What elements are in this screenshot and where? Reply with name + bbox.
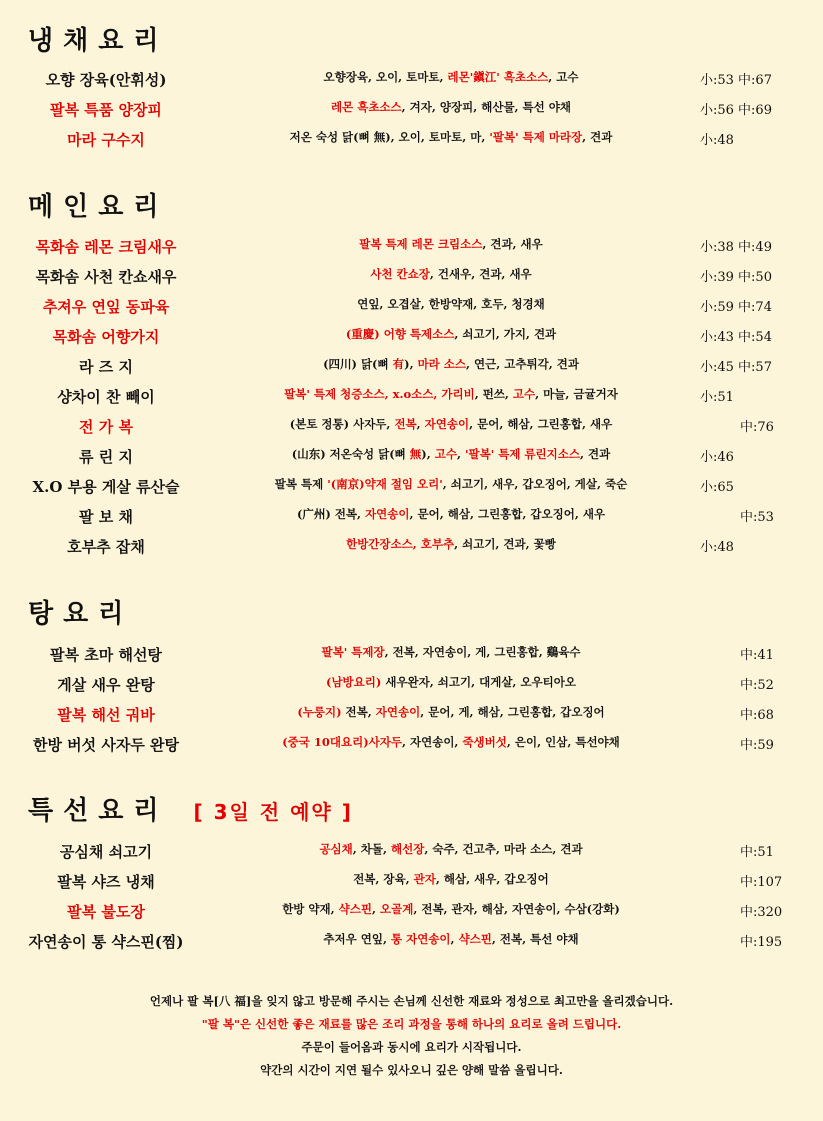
description-segment: 사천 칸쇼장 (370, 267, 430, 281)
description-segment: (중국 10대요리)사자두 (282, 735, 402, 749)
menu-item-price: 小:43 中:54 (700, 330, 772, 345)
description-segment: , (450, 932, 459, 946)
description-segment: 有 (392, 357, 405, 371)
menu-item-name: 추져우 연잎 동파육 (42, 298, 170, 316)
description-segment: ), (421, 447, 435, 461)
menu-item-description (222, 129, 680, 145)
description-segment: 공심채 (319, 842, 353, 856)
menu-item (0, 931, 823, 953)
description-segment: , 자연송이, (401, 735, 463, 749)
description-segment: (山东) 저온숙성 닭(뼈 (291, 447, 410, 461)
menu-item (0, 536, 823, 558)
menu-item (0, 356, 823, 378)
menu-item-price: 小:45 中:57 (700, 360, 772, 375)
description-segment: , 문어, 게, 해삼, 그린홍합, 갑오징어 (420, 705, 605, 719)
menu-item-description (222, 841, 680, 857)
menu-item-price: 小:51 (700, 390, 734, 405)
menu-item-description (222, 704, 680, 720)
menu-item-name: 오향 장육(안휘성) (45, 71, 167, 89)
menu-item (0, 129, 823, 151)
menu-item-name: 게살 새우 완탕 (57, 676, 155, 694)
menu-item-description (222, 296, 680, 312)
menu-item-description (222, 644, 680, 660)
description-segment: 고수 (434, 447, 457, 461)
menu-item (0, 416, 823, 438)
reservation-note: [ 3일 전 예약 ] (193, 800, 353, 824)
menu-item-name: 목화솜 레몬 크림새우 (35, 238, 177, 256)
menu-item-name: 팔 보 채 (79, 508, 133, 526)
menu-item-description (222, 386, 680, 402)
menu-item-description (222, 901, 680, 917)
menu-item-name: 목화솜 사천 칸쇼새우 (35, 268, 177, 286)
footer-line-4: 약간의 시간이 지연 될수 있사오니 깊은 양해 말씀 올립니다. (260, 1063, 563, 1077)
description-segment: 샥스핀 (458, 932, 492, 946)
description-segment: 한방 약재, (282, 902, 339, 916)
menu-item-description (222, 674, 680, 690)
menu-item-description (222, 446, 680, 462)
description-segment: 팔복' 특제 청증소스, x.o소스, 가리비 (284, 387, 475, 401)
menu-item-name: 자연송이 통 샥스핀(찜) (28, 933, 184, 951)
menu-item (0, 901, 823, 923)
section-title-cold (28, 20, 168, 57)
menu-item-description (222, 476, 680, 492)
footer-line-2: "팔 복"은 신선한 좋은 재료를 많은 조리 과정을 통해 하나의 요리로 올려 드립니다. (201, 1017, 622, 1031)
description-segment: , 건새우, 견과, 새우 (429, 267, 532, 281)
section-title-soup-label: 탕요리 (28, 599, 134, 629)
footer-line-1: 언제나 팔 복[八 福]을 잊지 않고 방문해 주시는 손님께 신선한 재료와 정성으로 최고만을 올리겠습니다. (149, 994, 674, 1008)
description-segment: , 견과, 새우 (482, 237, 543, 251)
menu-item-price: 中:59 (740, 738, 774, 753)
menu-item-price: 中:195 (740, 935, 783, 950)
description-segment: '(南京)약재 절임 오리' (327, 477, 443, 491)
description-segment: 팔복 특제 레몬 크림소스 (359, 237, 483, 251)
description-segment: 오골계 (380, 902, 414, 916)
menu-item-name: 한방 버섯 사자두 완탕 (32, 736, 180, 754)
description-segment: 마라 소스 (417, 357, 467, 371)
description-segment: 오향장육, 오이, 토마토, (323, 70, 448, 84)
description-segment: , 펀쓰, (474, 387, 513, 401)
menu-item-price: 中:107 (740, 875, 783, 890)
description-segment: , 숙주, 건고추, 마라 소스, 견과 (424, 842, 583, 856)
menu-item-description (222, 236, 680, 252)
description-segment: , 전복, 자연송이, 게, 그린홍합, 鷄육수 (384, 645, 581, 659)
menu-item-name: 전 가 복 (79, 418, 133, 436)
description-segment: 한방간장소스, 호부추 (346, 537, 455, 551)
menu-item-description (222, 356, 680, 372)
description-segment: , 마늘, 금귤거자 (535, 387, 618, 401)
description-segment: 전복, (341, 705, 376, 719)
section-title-special (28, 790, 353, 827)
description-segment: 전복 (394, 417, 417, 431)
menu-item (0, 69, 823, 91)
menu-item-price: 小:59 中:74 (700, 300, 772, 315)
menu-item-price: 中:68 (740, 708, 774, 723)
menu-item-price: 中:51 (740, 845, 774, 860)
menu-item (0, 446, 823, 468)
description-segment: 레몬 흑초소스 (330, 100, 402, 114)
description-segment: 無 (409, 447, 422, 461)
menu-item-price: 中:76 (740, 420, 774, 435)
description-segment: 죽생버섯 (462, 735, 507, 749)
menu-item-name: 팔복 초마 해선탕 (50, 646, 162, 664)
description-segment: 자연송이 (424, 417, 470, 431)
description-segment: (본토 정통) 사자두, (289, 417, 395, 431)
description-segment: 해선장 (391, 842, 425, 856)
menu-item (0, 841, 823, 863)
section-title-main (28, 186, 168, 223)
menu-item-name: 류 린 지 (79, 448, 133, 466)
menu-item-name: 라 즈 지 (79, 358, 133, 376)
menu-item (0, 704, 823, 726)
menu-item-price: 小:46 (700, 450, 734, 465)
menu-item-price: 小:53 中:67 (700, 73, 772, 88)
description-segment: 연잎, 오겹살, 한방약재, 호두, 청경채 (357, 297, 545, 311)
description-segment: 팔복 특제 (274, 477, 328, 491)
description-segment: (四川) 닭(뼈 (323, 357, 393, 371)
menu-item-description (222, 99, 680, 115)
section-title-soup (28, 593, 133, 630)
menu-item-price: 中:53 (740, 510, 774, 525)
menu-item-description (222, 506, 680, 522)
menu-item-description (222, 416, 680, 432)
description-segment: 샥스핀 (338, 902, 372, 916)
description-segment: 추저우 연잎, (323, 932, 391, 946)
menu-item (0, 506, 823, 528)
menu-item-name: 호부추 잡채 (67, 538, 145, 556)
menu-item-price: 小:39 中:50 (700, 270, 772, 285)
description-segment: , 쇠고기, 견과, 꽃빵 (454, 537, 556, 551)
description-segment: , 견과 (579, 447, 611, 461)
menu-item-name: 샹차이 찬 빼이 (57, 388, 155, 406)
description-segment: 자연송이 (375, 705, 421, 719)
section-title-main-label: 메인요리 (28, 192, 169, 222)
menu-item-price: 小:48 (700, 540, 734, 555)
menu-item-name: 팔복 샤즈 냉채 (57, 873, 155, 891)
menu-item (0, 266, 823, 288)
description-segment: , 쇠고기, 새우, 갑오징어, 게살, 죽순 (442, 477, 628, 491)
menu-item-name: 팔복 불도장 (67, 903, 145, 921)
section-title-special-label: 특선요리 (28, 796, 169, 826)
menu-item (0, 236, 823, 258)
menu-item-name: X.O 부용 게살 류산슬 (32, 478, 180, 496)
menu-item (0, 326, 823, 348)
description-segment: 팔복' 특제장 (321, 645, 385, 659)
description-segment: 레몬'鎭江' 흑초소스 (447, 70, 549, 84)
menu-item (0, 734, 823, 756)
description-segment: , 문어, 해삼, 그린홍합, 갑오징어, 새우 (409, 507, 606, 521)
description-segment: , 겨자, 양장피, 해산물, 특선 야채 (401, 100, 571, 114)
description-segment: 관자 (413, 872, 436, 886)
menu-item-price: 中:41 (740, 648, 774, 663)
description-segment: , 고수 (548, 70, 579, 84)
menu-item (0, 476, 823, 498)
description-segment: '팔복' 특제 류린지소스 (464, 447, 580, 461)
menu-item (0, 644, 823, 666)
menu-item-price: 小:48 (700, 133, 734, 148)
description-segment: (广州) 전복, (296, 507, 366, 521)
menu-item-description (222, 871, 680, 887)
menu-item-price: 小:65 (700, 480, 734, 495)
menu-item (0, 99, 823, 121)
menu-item (0, 674, 823, 696)
menu-item-description (222, 734, 680, 750)
menu-item-description (222, 69, 680, 85)
description-segment: 고수 (512, 387, 536, 401)
menu-item-price: 中:320 (740, 905, 783, 920)
menu-item (0, 386, 823, 408)
menu-item (0, 296, 823, 318)
menu-item-description (222, 931, 680, 947)
description-segment: 새우완자, 쇠고기, 대게살, 오우티아오 (381, 675, 576, 689)
menu-item-price: 中:52 (740, 678, 774, 693)
menu-item-price: 小:38 中:49 (700, 240, 772, 255)
description-segment: , 문어, 해삼, 그린홍합, 새우 (469, 417, 613, 431)
menu-item-description (222, 266, 680, 282)
description-segment: , 해삼, 새우, 갑오징어 (435, 872, 549, 886)
description-segment: 통 자연송이 (390, 932, 451, 946)
description-segment: , 은이, 인삼, 특선야채 (506, 735, 620, 749)
menu-item-description (222, 326, 680, 342)
description-segment: , 전복, 특선 야채 (491, 932, 579, 946)
description-segment: ), (404, 357, 418, 371)
description-segment: 저온 숙성 닭(뼈 無), 오이, 토마토, 마, (289, 130, 490, 144)
menu-item-name: 공심채 쇠고기 (59, 843, 153, 861)
menu-item (0, 871, 823, 893)
section-title-cold-label: 냉채요리 (28, 26, 169, 56)
menu-item-description (222, 536, 680, 552)
footer-line-3: 주문이 들어옴과 동시에 요리가 시작됩니다. (301, 1040, 522, 1054)
description-segment: 전복, 장육, (353, 872, 414, 886)
description-segment: , (371, 902, 380, 916)
menu-item-price: 小:56 中:69 (700, 103, 772, 118)
description-segment: , 차돌, (352, 842, 391, 856)
description-segment: , 연근, 고추튀각, 견과 (466, 357, 579, 371)
description-segment: , 전복, 관자, 해삼, 자연송이, 수삼(강화) (413, 902, 620, 916)
description-segment: , (416, 417, 425, 431)
description-segment: , (456, 447, 465, 461)
description-segment: (누룽지) (297, 705, 342, 719)
description-segment: , 견과 (582, 130, 613, 144)
description-segment: '팔복' 특제 마라장 (489, 130, 583, 144)
description-segment: , 쇠고기, 가지, 견과 (454, 327, 557, 341)
menu-item-name: 목화솜 어향가지 (52, 328, 160, 346)
description-segment: (남방요리) (326, 675, 382, 689)
menu-item-name: 팔복 특품 양장피 (50, 101, 162, 119)
description-segment: (重慶) 어향 특제소스 (345, 327, 455, 341)
menu-item-name: 팔복 해선 궈바 (57, 706, 155, 724)
description-segment: 자연송이 (365, 507, 410, 521)
menu-item-name: 마라 구수지 (67, 131, 145, 149)
